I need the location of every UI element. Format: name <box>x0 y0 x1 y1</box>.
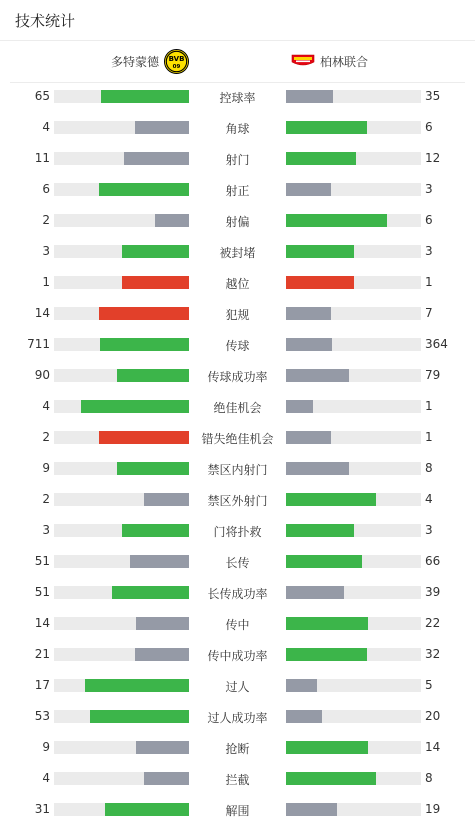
home-stat-value: 14 <box>34 306 50 320</box>
home-stat-value: 3 <box>42 244 50 258</box>
svg-text:BVB: BVB <box>168 54 185 63</box>
home-stat-bar-fill <box>117 369 189 382</box>
away-stat-bar-fill <box>286 214 387 227</box>
away-stat-value: 1 <box>425 275 433 289</box>
stat-row <box>0 329 475 360</box>
away-stat-value: 8 <box>425 461 433 475</box>
away-stat-bar <box>286 90 421 103</box>
home-stat-bar-fill <box>112 586 189 599</box>
home-stat-value: 14 <box>34 616 50 630</box>
home-stat-bar-fill <box>81 400 189 413</box>
home-stat-value: 90 <box>34 368 50 382</box>
away-stat-bar-fill <box>286 90 333 103</box>
away-stat-value: 3 <box>425 182 433 196</box>
home-stat-value: 51 <box>34 554 50 568</box>
stat-row <box>0 236 475 267</box>
away-stat-value: 7 <box>425 306 433 320</box>
away-stat-bar-fill <box>286 121 367 134</box>
away-stat-bar-fill <box>286 648 367 661</box>
away-stat-value: 39 <box>425 585 441 599</box>
away-stat-bar-fill <box>286 400 313 413</box>
home-stat-value: 65 <box>34 89 50 103</box>
away-stat-value: 19 <box>425 802 441 816</box>
home-stat-bar-fill <box>144 772 189 785</box>
stat-label: 禁区内射门 <box>207 463 268 477</box>
home-stat-value: 3 <box>42 523 50 537</box>
away-stat-bar-fill <box>286 803 337 816</box>
home-stat-bar <box>54 679 189 692</box>
home-stat-bar <box>54 369 189 382</box>
stat-label: 长传成功率 <box>207 587 268 601</box>
home-stat-value: 6 <box>42 182 50 196</box>
away-stat-bar-fill <box>286 772 376 785</box>
home-stat-bar-fill <box>136 741 189 754</box>
home-stat-value: 21 <box>34 647 50 661</box>
home-stat-value: 2 <box>42 430 50 444</box>
home-stat-bar <box>54 803 189 816</box>
stat-row <box>0 701 475 732</box>
title-divider <box>0 40 475 41</box>
svg-text:09: 09 <box>172 63 181 70</box>
away-stat-bar-fill <box>286 152 356 165</box>
away-stat-value: 4 <box>425 492 433 506</box>
away-stat-bar-fill <box>286 307 331 320</box>
stat-label: 角球 <box>225 122 250 136</box>
stat-row <box>0 267 475 298</box>
away-stat-bar <box>286 400 421 413</box>
home-stat-bar-fill <box>122 524 190 537</box>
home-stat-value: 31 <box>34 802 50 816</box>
stat-row <box>0 453 475 484</box>
away-stat-bar <box>286 214 421 227</box>
away-stat-bar-fill <box>286 462 349 475</box>
away-stat-bar <box>286 617 421 630</box>
home-stat-bar-fill <box>105 803 189 816</box>
away-stat-value: 3 <box>425 523 433 537</box>
home-stat-bar-fill <box>135 121 189 134</box>
stat-row <box>0 794 475 825</box>
home-stat-value: 11 <box>34 151 50 165</box>
home-stat-value: 51 <box>34 585 50 599</box>
stat-label: 传中 <box>225 618 250 632</box>
away-stat-bar <box>286 152 421 165</box>
home-stat-value: 4 <box>42 771 50 785</box>
home-stat-bar <box>54 493 189 506</box>
away-stat-bar-fill <box>286 245 354 258</box>
away-stat-value: 79 <box>425 368 441 382</box>
away-stat-bar <box>286 586 421 599</box>
stat-label: 射门 <box>225 153 250 167</box>
stat-label: 解围 <box>225 804 250 818</box>
away-stat-bar <box>286 245 421 258</box>
away-stat-bar <box>286 121 421 134</box>
away-stat-bar <box>286 276 421 289</box>
stat-row <box>0 81 475 112</box>
stat-row <box>0 205 475 236</box>
away-stat-bar-fill <box>286 524 354 537</box>
away-stat-value: 8 <box>425 771 433 785</box>
away-stat-bar <box>286 307 421 320</box>
home-stat-bar-fill <box>122 245 190 258</box>
stat-row <box>0 422 475 453</box>
away-stat-value: 22 <box>425 616 441 630</box>
stat-row <box>0 670 475 701</box>
home-stat-bar <box>54 617 189 630</box>
home-team[interactable] <box>111 48 189 74</box>
home-stat-bar <box>54 338 189 351</box>
away-stat-bar <box>286 710 421 723</box>
stat-label: 犯规 <box>225 308 250 322</box>
stat-row <box>0 515 475 546</box>
away-stat-bar <box>286 524 421 537</box>
away-stat-bar-fill <box>286 276 354 289</box>
home-stat-bar <box>54 710 189 723</box>
stat-label: 绝佳机会 <box>213 401 262 415</box>
away-stat-bar-fill <box>286 741 368 754</box>
away-stat-value: 14 <box>425 740 441 754</box>
home-stat-bar-fill <box>100 338 189 351</box>
home-stat-bar <box>54 121 189 134</box>
home-stat-bar <box>54 152 189 165</box>
away-stat-bar-fill <box>286 369 349 382</box>
home-stat-bar <box>54 555 189 568</box>
away-stat-bar-fill <box>286 493 376 506</box>
home-stat-bar <box>54 183 189 196</box>
home-stat-bar <box>54 276 189 289</box>
away-stat-value: 35 <box>425 89 441 103</box>
home-stat-bar <box>54 648 189 661</box>
home-stat-bar-fill <box>144 493 189 506</box>
stat-row <box>0 143 475 174</box>
home-stat-value: 2 <box>42 492 50 506</box>
home-stat-bar-fill <box>136 617 189 630</box>
away-stat-value: 364 <box>425 337 448 351</box>
home-stat-bar <box>54 245 189 258</box>
away-stat-bar <box>286 803 421 816</box>
home-stat-bar <box>54 741 189 754</box>
home-stat-bar <box>54 90 189 103</box>
home-stat-value: 4 <box>42 120 50 134</box>
home-stat-value: 4 <box>42 399 50 413</box>
home-stat-bar-fill <box>99 183 189 196</box>
away-stat-bar-fill <box>286 710 322 723</box>
home-stat-value: 53 <box>34 709 50 723</box>
home-stat-bar <box>54 214 189 227</box>
stat-row <box>0 174 475 205</box>
away-stat-value: 32 <box>425 647 441 661</box>
home-stat-bar-fill <box>122 276 190 289</box>
home-team-logo <box>164 49 189 74</box>
home-stat-bar-fill <box>99 307 189 320</box>
stat-label: 射正 <box>225 184 250 198</box>
home-stat-bar-fill <box>130 555 189 568</box>
away-stat-value: 20 <box>425 709 441 723</box>
away-stat-value: 12 <box>425 151 441 165</box>
stat-label: 被封堵 <box>219 246 256 260</box>
stat-label: 错失绝佳机会 <box>201 432 274 446</box>
away-stat-value: 66 <box>425 554 441 568</box>
away-stat-bar-fill <box>286 617 368 630</box>
home-stat-bar <box>54 586 189 599</box>
away-stat-bar-fill <box>286 555 362 568</box>
stat-row <box>0 484 475 515</box>
stat-row <box>0 639 475 670</box>
home-stat-bar-fill <box>85 679 189 692</box>
home-stat-value: 17 <box>34 678 50 692</box>
home-stat-value: 9 <box>42 461 50 475</box>
home-stat-bar <box>54 431 189 444</box>
away-stat-bar-fill <box>286 431 331 444</box>
stat-label: 过人成功率 <box>207 711 268 725</box>
away-stat-bar-fill <box>286 183 331 196</box>
away-stat-bar <box>286 679 421 692</box>
stat-row <box>0 577 475 608</box>
away-stat-value: 6 <box>425 120 433 134</box>
away-stat-bar-fill <box>286 586 344 599</box>
stat-label: 抢断 <box>225 742 250 756</box>
away-stat-value: 1 <box>425 430 433 444</box>
stats-list <box>0 81 475 825</box>
away-stat-bar <box>286 338 421 351</box>
home-stat-bar <box>54 307 189 320</box>
away-team-name: 柏林联合 <box>320 54 369 69</box>
stat-row <box>0 608 475 639</box>
away-stat-bar <box>286 369 421 382</box>
away-stat-bar <box>286 462 421 475</box>
stat-label: 长传 <box>225 556 250 570</box>
home-stat-bar <box>54 400 189 413</box>
away-stat-bar <box>286 772 421 785</box>
home-stat-value: 9 <box>42 740 50 754</box>
stat-label: 禁区外射门 <box>207 494 268 508</box>
stat-label: 门将扑救 <box>213 525 262 539</box>
stat-label: 传球成功率 <box>207 370 268 384</box>
away-stat-bar <box>286 741 421 754</box>
stat-row <box>0 732 475 763</box>
home-stat-value: 2 <box>42 213 50 227</box>
away-team-logo <box>291 54 315 68</box>
away-team[interactable] <box>291 48 368 74</box>
stat-label: 过人 <box>225 680 250 694</box>
home-team-name: 多特蒙德 <box>110 54 159 69</box>
page-title: 技术统计 <box>15 12 76 30</box>
home-stat-bar-fill <box>90 710 189 723</box>
home-stat-bar-fill <box>155 214 189 227</box>
home-stat-bar-fill <box>124 152 189 165</box>
away-stat-bar <box>286 183 421 196</box>
stat-label: 拦截 <box>225 773 250 787</box>
stat-row <box>0 298 475 329</box>
home-stat-value: 1 <box>42 275 50 289</box>
stat-label: 传球 <box>225 339 250 353</box>
away-stat-bar-fill <box>286 338 332 351</box>
away-stat-value: 5 <box>425 678 433 692</box>
stat-label: 控球率 <box>219 91 256 105</box>
stat-row <box>0 763 475 794</box>
home-stat-bar <box>54 524 189 537</box>
stat-row <box>0 112 475 143</box>
away-stat-bar <box>286 555 421 568</box>
away-stat-bar <box>286 431 421 444</box>
home-stat-bar-fill <box>135 648 189 661</box>
away-stat-value: 6 <box>425 213 433 227</box>
away-stat-value: 1 <box>425 399 433 413</box>
away-stat-value: 3 <box>425 244 433 258</box>
away-stat-bar-fill <box>286 679 317 692</box>
home-stat-bar-fill <box>99 431 189 444</box>
away-stat-bar <box>286 493 421 506</box>
home-stat-bar-fill <box>117 462 189 475</box>
away-stat-bar <box>286 648 421 661</box>
stat-label: 越位 <box>225 277 250 291</box>
home-stat-bar <box>54 772 189 785</box>
home-stat-bar <box>54 462 189 475</box>
home-stat-bar-fill <box>101 90 189 103</box>
stat-label: 射偏 <box>225 215 250 229</box>
stat-row <box>0 391 475 422</box>
stat-row <box>0 360 475 391</box>
home-stat-value: 711 <box>27 337 50 351</box>
stat-row <box>0 546 475 577</box>
stat-label: 传中成功率 <box>207 649 268 663</box>
